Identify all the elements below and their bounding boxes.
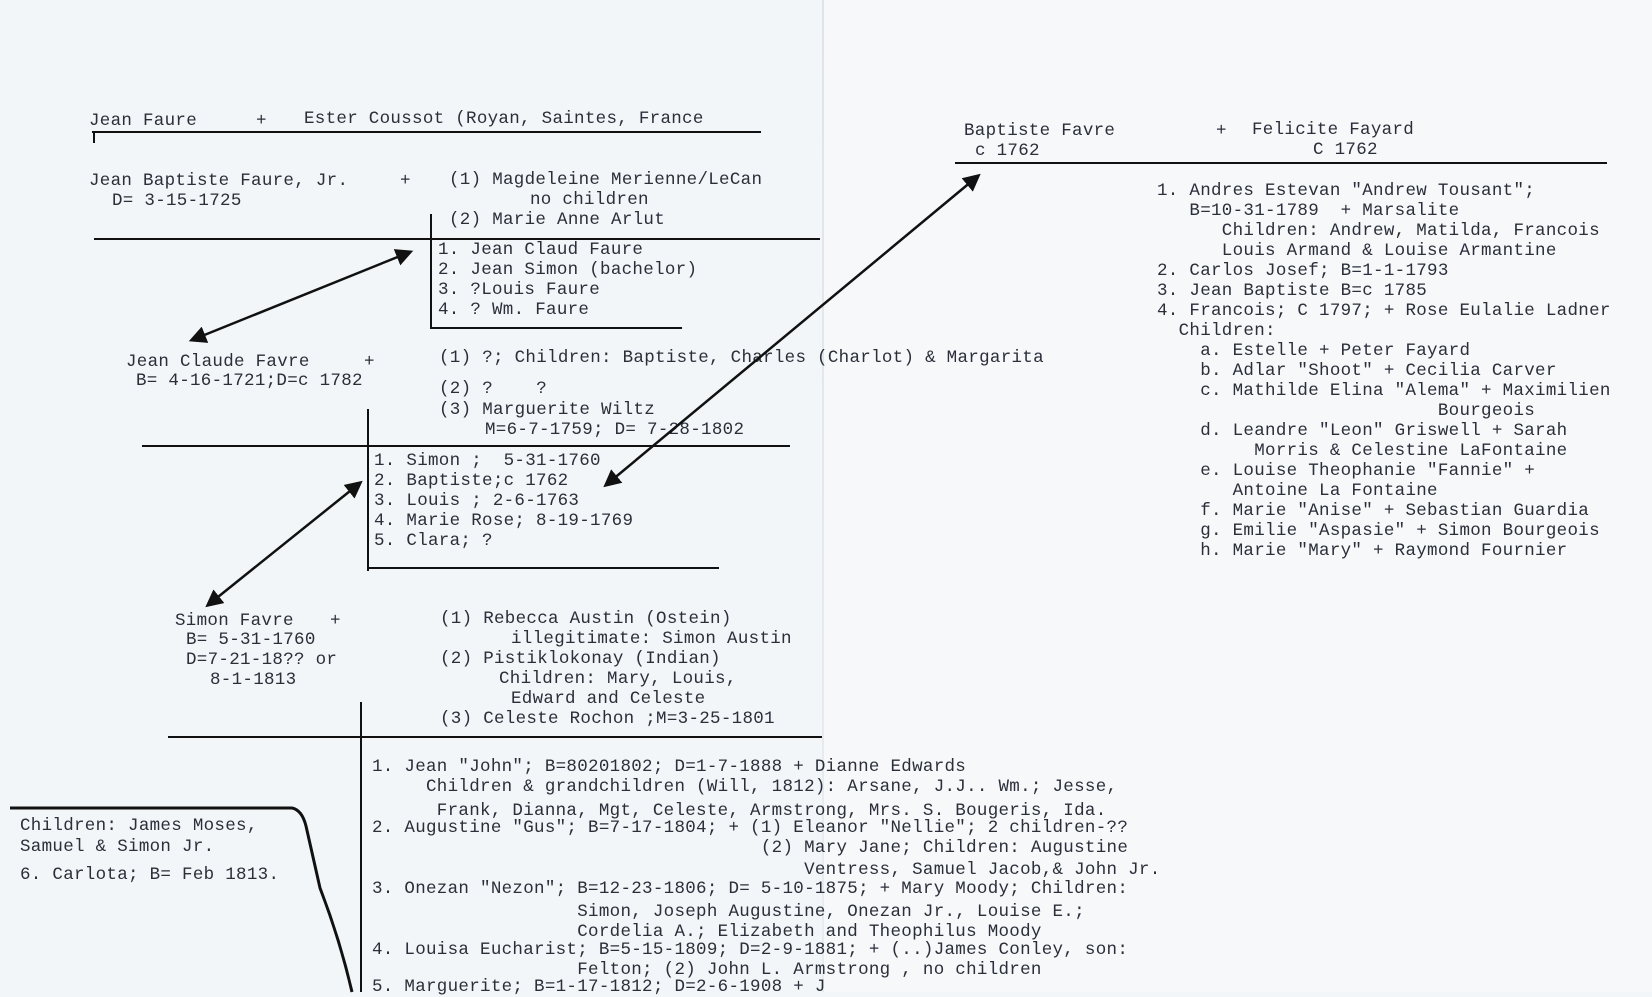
sidebox-bracket: [10, 808, 352, 992]
right-plus: +: [1216, 121, 1227, 141]
gen4-name: Simon Favre: [175, 611, 294, 631]
gen5-line-6: Ventress, Samuel Jacob,& John Jr.: [372, 860, 1161, 880]
gen5-line-7: 3. Onezan "Nezon"; B=12-23-1806; D= 5-10-1875; + Mary Moody; Children:: [372, 879, 1129, 899]
gen3-child-3: 3. Louis ; 2-6-1763: [374, 491, 580, 511]
gen5-line-12: 5. Marguerite; B=1-17-1812; D=2-6-1908 + J: [372, 977, 826, 997]
right-line-13: d. Leandre "Leon" Griswell + Sarah: [1157, 421, 1568, 441]
gen4-plus: +: [330, 611, 341, 631]
right-line-14: Morris & Celestine LaFontaine: [1157, 441, 1568, 461]
right-line-16: Antoine La Fontaine: [1157, 481, 1438, 501]
right-line-19: h. Marie "Mary" + Raymond Fournier: [1157, 541, 1568, 561]
gen3-spouse1: (1) ?; Children: Baptiste, Charles (Charlot) & Margarita: [439, 348, 1044, 368]
right-line-4: Louis Armand & Louise Armantine: [1157, 241, 1557, 261]
right-line-2: B=10-31-1789 + Marsalite: [1157, 201, 1460, 221]
gen3-dates: B= 4-16-1721;D=c 1782: [136, 371, 363, 391]
gen2-death: D= 3-15-1725: [112, 191, 242, 211]
gen4-spouse1: (1) Rebecca Austin (Ostein): [440, 609, 732, 629]
gen3-child-1: 1. Simon ; 5-31-1760: [374, 451, 601, 471]
right-line-17: f. Marie "Anise" + Sebastian Guardia: [1157, 501, 1590, 521]
right-line-1: 1. Andres Estevan "Andrew Tousant";: [1157, 181, 1536, 201]
arrow-gen3-gen4: [208, 483, 360, 605]
gen5-line-1: 1. Jean "John"; B=80201802; D=1-7-1888 + Dianne Edwards: [372, 757, 967, 777]
gen5-line-10: 4. Louisa Eucharist; B=5-15-1809; D=2-9-1881; + (..)James Conley, son:: [372, 940, 1129, 960]
gen2-child-1: 1. Jean Claud Faure: [438, 240, 644, 260]
gen3-spouse3-dates: M=6-7-1759; D= 7-28-1802: [485, 420, 745, 440]
arrow-baptiste-link: [606, 176, 978, 485]
sidebox-line-3: 6. Carlota; B= Feb 1813.: [20, 865, 280, 885]
right-line-3: Children: Andrew, Matilda, Francois: [1157, 221, 1600, 241]
right-line-7: 4. Francois; C 1797; + Rose Eulalie Ladner: [1157, 301, 1611, 321]
gen5-line-5: (2) Mary Jane; Children: Augustine: [372, 838, 1129, 858]
couple1-husband: Jean Faure: [89, 111, 198, 131]
gen2-spouse1: (1) Magdeleine Merienne/LeCan: [449, 170, 763, 190]
right-wife-date: C 1762: [1313, 140, 1378, 160]
gen2-spouse1-note: no children: [530, 190, 649, 210]
gen2-plus: +: [400, 171, 411, 191]
gen5-line-8: Simon, Joseph Augustine, Onezan Jr., Louise E.;: [372, 902, 1085, 922]
right-line-11: c. Mathilde Elina "Alema" + Maximilien: [1157, 381, 1611, 401]
gen2-child-4: 4. ? Wm. Faure: [438, 300, 590, 320]
gen5-line-9: Cordelia A.; Elizabeth and Theophilus Moody: [372, 922, 1042, 942]
gen5-line-2: Children & grandchildren (Will, 1812): Arsane, J.J.. Wm.; Jesse,: [372, 777, 1118, 797]
sidebox-line-2: Samuel & Simon Jr.: [20, 837, 215, 857]
gen4-spouse1-note: illegitimate: Simon Austin: [511, 629, 792, 649]
gen2-spouse2: (2) Marie Anne Arlut: [449, 210, 666, 230]
gen3-child-4: 4. Marie Rose; 8-19-1769: [374, 511, 634, 531]
arrow-gen2-gen3: [192, 252, 410, 340]
gen3-child-5: 5. Clara; ?: [374, 531, 493, 551]
gen4-death1: D=7-21-18?? or: [186, 650, 338, 670]
gen2-name: Jean Baptiste Faure, Jr.: [89, 171, 349, 191]
right-line-6: 3. Jean Baptiste B=c 1785: [1157, 281, 1428, 301]
right-husband-date: c 1762: [975, 141, 1040, 161]
sidebox-line-1: Children: James Moses,: [20, 816, 258, 836]
right-line-18: g. Emilie "Aspasie" + Simon Bourgeois: [1157, 521, 1600, 541]
gen4-birth: B= 5-31-1760: [186, 630, 316, 650]
gen4-death2: 8-1-1813: [210, 670, 297, 690]
gen5-line-4: 2. Augustine "Gus"; B=7-17-1804; + (1) Eleanor "Nellie"; 2 children-??: [372, 818, 1129, 838]
right-line-15: e. Louise Theophanie "Fannie" +: [1157, 461, 1536, 481]
gen3-plus: +: [364, 352, 375, 372]
right-line-5: 2. Carlos Josef; B=1-1-1793: [1157, 261, 1449, 281]
couple1-wife: Ester Coussot (Royan, Saintes, France: [304, 109, 704, 129]
gen5-line-3: Frank, Dianna, Mgt, Celeste, Armstrong, Mrs. S. Bougeris, Ida.: [372, 801, 1107, 821]
gen3-spouse3: (3) Marguerite Wiltz: [439, 400, 656, 420]
right-line-8: Children:: [1157, 321, 1276, 341]
gen2-child-3: 3. ?Louis Faure: [438, 280, 601, 300]
gen3-name: Jean Claude Favre: [126, 352, 310, 372]
right-wife: Felicite Fayard: [1252, 120, 1415, 140]
right-line-9: a. Estelle + Peter Fayard: [1157, 341, 1471, 361]
gen3-child-2: 2. Baptiste;c 1762: [374, 471, 569, 491]
couple1-plus: +: [256, 111, 267, 131]
right-line-12: Bourgeois: [1157, 401, 1536, 421]
right-husband: Baptiste Favre: [964, 121, 1116, 141]
gen4-spouse2-children1: Children: Mary, Louis,: [499, 669, 737, 689]
gen2-child-2: 2. Jean Simon (bachelor): [438, 260, 698, 280]
gen4-spouse2: (2) Pistiklokonay (Indian): [440, 649, 721, 669]
right-line-10: b. Adlar "Shoot" + Cecilia Carver: [1157, 361, 1557, 381]
gen5-line-11: Felton; (2) John L. Armstrong , no children: [372, 960, 1042, 980]
gen3-spouse2: (2) ? ?: [439, 379, 548, 399]
gen4-spouse2-children2: Edward and Celeste: [511, 689, 706, 709]
gen4-spouse3: (3) Celeste Rochon ;M=3-25-1801: [440, 709, 775, 729]
